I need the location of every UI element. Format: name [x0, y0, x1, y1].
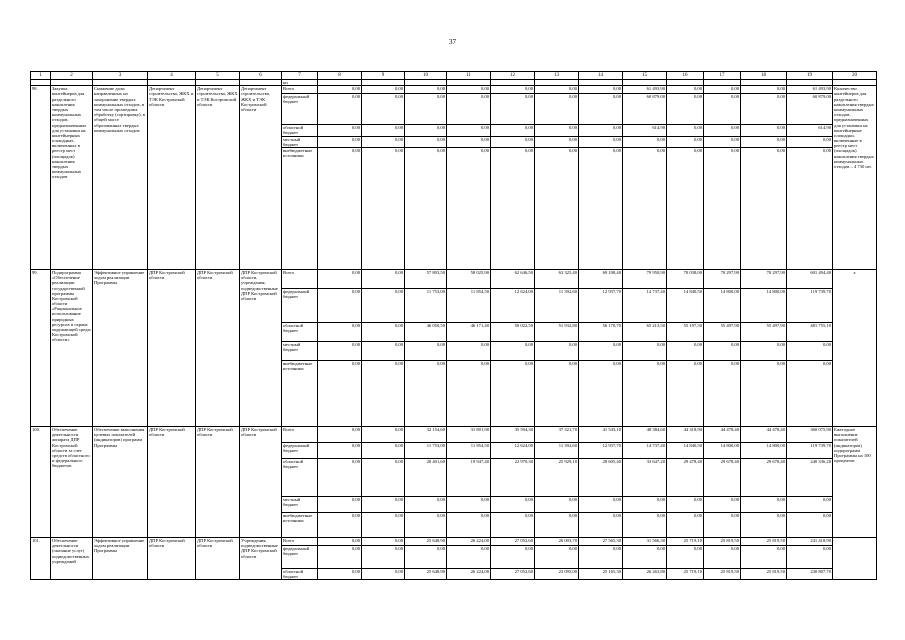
amount-cell: 0,00 [623, 147, 667, 269]
amount-cell: 60 879,00 [623, 94, 667, 125]
amount-cell: 0,00 [667, 341, 704, 360]
amount-cell: 0,00 [318, 426, 362, 442]
amount-cell: 31 566,30 [623, 537, 667, 545]
funding-source: Всего [282, 426, 318, 442]
expected-result: Эффективное управление ходом реализации Программы [93, 537, 148, 579]
amount-cell: 0,00 [535, 360, 579, 426]
amount-cell: 0,00 [704, 125, 741, 136]
funding-source: Всего [282, 269, 318, 288]
event-name: Закупка контейнеров для раздельного накопления твердых коммунальных отходов, предназначенных для установки на контейнерных площадках, включенных в реестр мест (площадок) накопления твердых коммунальных отходов [51, 86, 93, 270]
amount-cell: 14 800,00 [704, 442, 741, 458]
amount-cell: 0,00 [447, 360, 491, 426]
amount-cell: 0,00 [535, 496, 579, 512]
column-header: 16 [667, 72, 704, 80]
amount-cell: 27 052,60 [491, 537, 535, 545]
amount-cell: 11 392,60 [535, 288, 579, 322]
amount-cell: 14 737,40 [623, 442, 667, 458]
amount-cell: 14 840,50 [667, 288, 704, 322]
amount-cell: 26 263,80 [623, 568, 667, 579]
amount-cell: 0,00 [405, 360, 447, 426]
amount-cell: 0,00 [787, 360, 833, 426]
amount-cell: 0,00 [787, 136, 833, 147]
amount-cell: 0,00 [447, 545, 491, 568]
amount-cell: 25 819,50 [704, 568, 741, 579]
target-indicator [833, 537, 877, 579]
amount-cell: 0,00 [405, 136, 447, 147]
amount-cell: 58 025,90 [447, 269, 491, 288]
column-header: 10 [405, 72, 447, 80]
amount-cell: 0,00 [405, 86, 447, 94]
amount-cell: 0,00 [741, 512, 787, 537]
amount-cell: 27 565,30 [579, 537, 623, 545]
amount-cell: 63 325,40 [535, 269, 579, 288]
amount-cell: 0,00 [741, 136, 787, 147]
amount-cell: 601 494,40 [787, 269, 833, 288]
amount-cell: 14 800,00 [741, 288, 787, 322]
amount-cell: 0,00 [704, 512, 741, 537]
funding-source: областной бюджет [282, 322, 318, 341]
row-number: 101. [31, 537, 51, 579]
amount-cell: 614,90 [787, 125, 833, 136]
amount-cell: 0,00 [787, 341, 833, 360]
amount-cell: 0,00 [447, 512, 491, 537]
amount-cell: 55 497,90 [741, 322, 787, 341]
amount-cell: 0,00 [318, 341, 362, 360]
amount-cell: 0,00 [318, 458, 362, 496]
row-number: 99. [31, 269, 51, 426]
funding-source: местный бюджет [282, 341, 318, 360]
table-row [31, 426, 877, 442]
amount-cell: 0,00 [318, 288, 362, 322]
column-header: 2 [51, 72, 93, 80]
column-header: 3 [93, 72, 148, 80]
amount-cell: 0,00 [623, 341, 667, 360]
table-row [31, 537, 877, 545]
amount-cell: 0,00 [318, 496, 362, 512]
amount-cell: 46 050,50 [405, 322, 447, 341]
amount-cell: 0,00 [704, 545, 741, 568]
funding-source: федеральный бюджет [282, 545, 318, 568]
amount-cell: 0,00 [579, 136, 623, 147]
expected-result: Снижение доли направленных на захоронение твердых коммунальных отходов, в том числе прошедших обработку (сортировку), в общей массе образованных твердых коммунальных отходов [93, 86, 148, 270]
amount-cell: 481 755,10 [787, 322, 833, 341]
funding-source: местный бюджет [282, 496, 318, 512]
amount-cell: 0,00 [787, 512, 833, 537]
amount-cell: 0,00 [318, 136, 362, 147]
amount-cell: 46 171,40 [447, 322, 491, 341]
funds-recipient: Департамент строительства, ЖКХ и ТЭК Костромской области [240, 86, 282, 270]
amount-cell: 44 318,90 [667, 426, 704, 442]
amount-cell: 0,00 [491, 512, 535, 537]
amount-cell: 0,00 [491, 341, 535, 360]
amount-cell: 0,00 [405, 512, 447, 537]
funding-source: областной бюджет [282, 125, 318, 136]
budget-table [30, 71, 877, 580]
amount-cell: 11 753,00 [405, 442, 447, 458]
amount-cell: 0,00 [405, 94, 447, 125]
table-row [31, 269, 877, 288]
amount-cell: 0,00 [579, 545, 623, 568]
responsible-executor: ДПР Костромской области [196, 537, 240, 579]
amount-cell: 0,00 [362, 341, 405, 360]
amount-cell: 61 493,90 [787, 86, 833, 94]
amount-cell: 25 819,50 [741, 537, 787, 545]
amount-cell: 12 937,70 [579, 288, 623, 322]
amount-cell: 119 739,70 [787, 442, 833, 458]
amount-cell: 55 197,50 [667, 322, 704, 341]
amount-cell: 0,00 [318, 125, 362, 136]
amount-cell: 25 819,50 [704, 537, 741, 545]
amount-cell: 25 719,10 [667, 537, 704, 545]
amount-cell: 0,00 [535, 512, 579, 537]
column-header-row [31, 72, 877, 80]
amount-cell: 0,00 [362, 86, 405, 94]
continuation-label: ки [282, 80, 318, 86]
amount-cell: 241 418,90 [787, 537, 833, 545]
funds-recipient: ДПР Костромской области, учреждения, подведомственные ДПР Костромской области [240, 269, 282, 426]
amount-cell: 11 854,50 [447, 442, 491, 458]
amount-cell: 0,00 [623, 512, 667, 537]
amount-cell: 0,00 [318, 269, 362, 288]
target-indicator: Ежегодное выполнение показателей (индикаторов) подпрограмм Программы на 100 процентов [833, 426, 877, 537]
amount-cell: 0,00 [667, 512, 704, 537]
funding-source: внебюджетные источники [282, 360, 318, 426]
amount-cell: 0,00 [704, 86, 741, 94]
amount-cell: 0,00 [362, 147, 405, 269]
amount-cell: 25 929,10 [535, 458, 579, 496]
amount-cell: 27 052,60 [491, 568, 535, 579]
amount-cell: 0,00 [579, 94, 623, 125]
column-header: 14 [579, 72, 623, 80]
amount-cell: 0,00 [318, 147, 362, 269]
amount-cell: 79 950,90 [623, 269, 667, 288]
column-header: 20 [833, 72, 877, 80]
column-header: 7 [282, 72, 318, 80]
column-header: 13 [535, 72, 579, 80]
amount-cell: 0,00 [362, 94, 405, 125]
amount-cell: 0,00 [667, 86, 704, 94]
amount-cell: 0,00 [491, 136, 535, 147]
responsible-executor: ДПР Костромской области [196, 426, 240, 537]
amount-cell: 0,00 [362, 496, 405, 512]
amount-cell: 0,00 [362, 442, 405, 458]
amount-cell: 11 854,50 [447, 288, 491, 322]
event-name: Подпрограмма «Обеспечение реализации государственной программы Костромской области «Рациональное использование природных ресурсов и охрана окружающей среды Костромской области» [51, 269, 93, 426]
amount-cell: 0,00 [741, 360, 787, 426]
event-name: Обеспечение деятельности (оказание услуг) подведомственных учреждений [51, 537, 93, 579]
amount-cell: 0,00 [362, 458, 405, 496]
amount-cell: 0,00 [491, 147, 535, 269]
amount-cell: 37 321,70 [535, 426, 579, 442]
amount-cell: 20 401,60 [405, 458, 447, 496]
amount-cell: 56 170,70 [579, 322, 623, 341]
funding-source: Всего [282, 537, 318, 545]
amount-cell: 0,00 [667, 136, 704, 147]
amount-cell: 0,00 [741, 496, 787, 512]
amount-cell: 0,00 [535, 545, 579, 568]
amount-cell: 0,00 [405, 341, 447, 360]
amount-cell: 0,00 [491, 545, 535, 568]
amount-cell: 22 970,30 [491, 458, 535, 496]
amount-cell: 360 075,90 [787, 426, 833, 442]
amount-cell: 0,00 [491, 360, 535, 426]
amount-cell: 0,00 [362, 512, 405, 537]
amount-cell: 14 800,00 [741, 442, 787, 458]
amount-cell: 12 624,00 [491, 442, 535, 458]
amount-cell: 0,00 [362, 269, 405, 288]
table-row [31, 86, 877, 94]
amount-cell: 0,00 [579, 147, 623, 269]
row-number: 100. [31, 426, 51, 537]
amount-cell: 230 807,70 [787, 568, 833, 579]
amount-cell: 0,00 [579, 496, 623, 512]
column-header: 6 [240, 72, 282, 80]
funds-recipient: ДПР Костромской области [240, 426, 282, 537]
event-name: Обеспечение деятельности аппарата ДПР Костромской области за счет средств областного и федерального бюджетов [51, 426, 93, 537]
amount-cell: 32 154,60 [405, 426, 447, 442]
amount-cell: 0,00 [535, 136, 579, 147]
page-number: 37 [449, 38, 456, 46]
amount-cell: 29 478,40 [667, 458, 704, 496]
amount-cell: 0,00 [447, 86, 491, 94]
amount-cell: 0,00 [318, 512, 362, 537]
amount-cell: 0,00 [579, 360, 623, 426]
amount-cell: 0,00 [362, 545, 405, 568]
amount-cell: 0,00 [491, 94, 535, 125]
amount-cell: 0,00 [667, 545, 704, 568]
amount-cell: 28 605,40 [579, 458, 623, 496]
amount-cell: 0,00 [579, 125, 623, 136]
amount-cell: 0,00 [535, 86, 579, 94]
amount-cell: 0,00 [787, 545, 833, 568]
amount-cell: 0,00 [704, 360, 741, 426]
amount-cell: 35 594,30 [491, 426, 535, 442]
amount-cell: 0,00 [318, 537, 362, 545]
amount-cell: 0,00 [362, 125, 405, 136]
column-header: 11 [447, 72, 491, 80]
amount-cell: 0,00 [318, 94, 362, 125]
amount-cell: 0,00 [362, 537, 405, 545]
column-header: 19 [787, 72, 833, 80]
amount-cell: 70 297,90 [704, 269, 741, 288]
responsible-executor: Департамент строительства, ЖКХ и ТЭК Костромской области [196, 86, 240, 270]
amount-cell: 25 648,90 [405, 537, 447, 545]
amount-cell: 614,90 [623, 125, 667, 136]
amount-cell: 65 213,50 [623, 322, 667, 341]
amount-cell: 19 947,40 [447, 458, 491, 496]
target-indicator: х [833, 269, 877, 426]
amount-cell: 0,00 [362, 426, 405, 442]
amount-cell: 0,00 [623, 545, 667, 568]
amount-cell: 70 297,90 [741, 269, 787, 288]
funding-source: федеральный бюджет [282, 288, 318, 322]
funds-recipient: Учреждения, подведомственные ДПР Костромской области [240, 537, 282, 579]
amount-cell: 0,00 [447, 125, 491, 136]
amount-cell: 0,00 [623, 360, 667, 426]
amount-cell: 0,00 [787, 147, 833, 269]
amount-cell: 0,00 [405, 125, 447, 136]
amount-cell: 14 737,40 [623, 288, 667, 322]
amount-cell: 0,00 [405, 496, 447, 512]
amount-cell: 0,00 [579, 86, 623, 94]
row-number: 98. [31, 86, 51, 270]
amount-cell: 57 803,50 [405, 269, 447, 288]
amount-cell: 0,00 [362, 360, 405, 426]
amount-cell: 31 801,90 [447, 426, 491, 442]
amount-cell: 12 624,00 [491, 288, 535, 322]
amount-cell: 0,00 [405, 147, 447, 269]
amount-cell: 55 497,90 [704, 322, 741, 341]
amount-cell: 0,00 [362, 322, 405, 341]
column-header: 17 [704, 72, 741, 80]
amount-cell: 0,00 [491, 125, 535, 136]
amount-cell: 61 493,90 [623, 86, 667, 94]
amount-cell: 0,00 [579, 341, 623, 360]
funding-source: местный бюджет [282, 136, 318, 147]
amount-cell: 0,00 [447, 94, 491, 125]
amount-cell: 50 022,50 [491, 322, 535, 341]
expected-result: Эффективное управление ходом реализации Программы [93, 269, 148, 426]
amount-cell: 0,00 [318, 568, 362, 579]
amount-cell: 0,00 [447, 341, 491, 360]
table-body [31, 72, 877, 580]
amount-cell: 41 543,10 [579, 426, 623, 442]
amount-cell: 0,00 [318, 360, 362, 426]
amount-cell: 0,00 [405, 545, 447, 568]
amount-cell: 25 719,10 [667, 568, 704, 579]
amount-cell: 0,00 [667, 94, 704, 125]
column-header: 15 [623, 72, 667, 80]
expected-result: Обеспечение выполнения целевых показателей (индикаторов) программ Программы [93, 426, 148, 537]
funding-source: областной бюджет [282, 458, 318, 496]
funding-source: федеральный бюджет [282, 442, 318, 458]
funding-source: Всего [282, 86, 318, 94]
amount-cell: 33 647,20 [623, 458, 667, 496]
responsible-executor: ДПР Костромской области [196, 269, 240, 426]
amount-cell: 26 224,00 [447, 568, 491, 579]
amount-cell: 0,00 [491, 496, 535, 512]
amount-cell: 119 739,70 [787, 288, 833, 322]
co-executor: ДПР Костромской области [148, 537, 196, 579]
amount-cell: 0,00 [535, 94, 579, 125]
amount-cell: 0,00 [704, 147, 741, 269]
amount-cell: 0,00 [318, 322, 362, 341]
amount-cell: 0,00 [362, 136, 405, 147]
amount-cell: 70 038,00 [667, 269, 704, 288]
amount-cell: 11 392,60 [535, 442, 579, 458]
amount-cell: 0,00 [535, 147, 579, 269]
amount-cell: 0,00 [704, 94, 741, 125]
amount-cell: 26 224,00 [447, 537, 491, 545]
amount-cell: 11 753,00 [405, 288, 447, 322]
amount-cell: 0,00 [787, 496, 833, 512]
co-executor: ДПР Костромской области [148, 426, 196, 537]
funding-source: внебюджетные источники [282, 147, 318, 269]
amount-cell: 0,00 [579, 512, 623, 537]
column-header: 1 [31, 72, 51, 80]
amount-cell: 0,00 [447, 136, 491, 147]
amount-cell: 51 932,80 [535, 322, 579, 341]
amount-cell: 25 648,90 [405, 568, 447, 579]
amount-cell: 26 003,70 [535, 537, 579, 545]
column-header: 9 [362, 72, 405, 80]
amount-cell: 48 384,60 [623, 426, 667, 442]
amount-cell: 0,00 [318, 545, 362, 568]
amount-cell: 0,00 [318, 86, 362, 94]
amount-cell: 0,00 [704, 136, 741, 147]
amount-cell: 0,00 [741, 545, 787, 568]
amount-cell: 0,00 [704, 341, 741, 360]
amount-cell: 0,00 [535, 341, 579, 360]
amount-cell: 0,00 [667, 496, 704, 512]
amount-cell: 44 478,40 [741, 426, 787, 442]
amount-cell: 69 108,40 [579, 269, 623, 288]
amount-cell: 240 336,20 [787, 458, 833, 496]
amount-cell: 14 800,00 [704, 288, 741, 322]
funding-source: областной бюджет [282, 568, 318, 579]
amount-cell: 23 095,00 [535, 568, 579, 579]
amount-cell: 29 678,40 [741, 458, 787, 496]
amount-cell: 0,00 [741, 147, 787, 269]
amount-cell: 25 165,30 [579, 568, 623, 579]
amount-cell: 60 879,00 [787, 94, 833, 125]
amount-cell: 0,00 [667, 125, 704, 136]
amount-cell: 0,00 [704, 496, 741, 512]
amount-cell: 12 937,70 [579, 442, 623, 458]
column-header: 18 [741, 72, 787, 80]
amount-cell: 0,00 [447, 147, 491, 269]
amount-cell: 0,00 [741, 341, 787, 360]
amount-cell: 0,00 [362, 288, 405, 322]
column-header: 4 [148, 72, 196, 80]
amount-cell: 0,00 [741, 125, 787, 136]
co-executor: ДПР Костромской области [148, 269, 196, 426]
column-header: 5 [196, 72, 240, 80]
amount-cell: 0,00 [318, 442, 362, 458]
amount-cell: 0,00 [447, 496, 491, 512]
amount-cell: 62 646,50 [491, 269, 535, 288]
co-executor: Департамент строительства, ЖКХ и ТЭК Костромской области [148, 86, 196, 270]
amount-cell: 29 678,40 [704, 458, 741, 496]
target-indicator: Количество контейнеров для раздельного накопления твердых коммунальных отходов, предназначенных для установки на контейнерные площадки, включенные в реестр мест (площадок) накопления твердых коммунальных отходов – 4 730 шт. [833, 86, 877, 270]
amount-cell: 0,00 [362, 568, 405, 579]
amount-cell: 25 819,50 [741, 568, 787, 579]
funding-source: федеральный бюджет [282, 94, 318, 125]
amount-cell: 0,00 [623, 136, 667, 147]
amount-cell: 0,00 [667, 147, 704, 269]
amount-cell: 0,00 [667, 360, 704, 426]
column-header: 12 [491, 72, 535, 80]
column-header: 8 [318, 72, 362, 80]
amount-cell: 0,00 [623, 496, 667, 512]
funding-source: внебюджетные источники [282, 512, 318, 537]
amount-cell: 0,00 [535, 125, 579, 136]
amount-cell: 0,00 [741, 94, 787, 125]
amount-cell: 0,00 [491, 86, 535, 94]
amount-cell: 14 840,50 [667, 442, 704, 458]
amount-cell: 0,00 [741, 86, 787, 94]
amount-cell: 44 478,40 [704, 426, 741, 442]
